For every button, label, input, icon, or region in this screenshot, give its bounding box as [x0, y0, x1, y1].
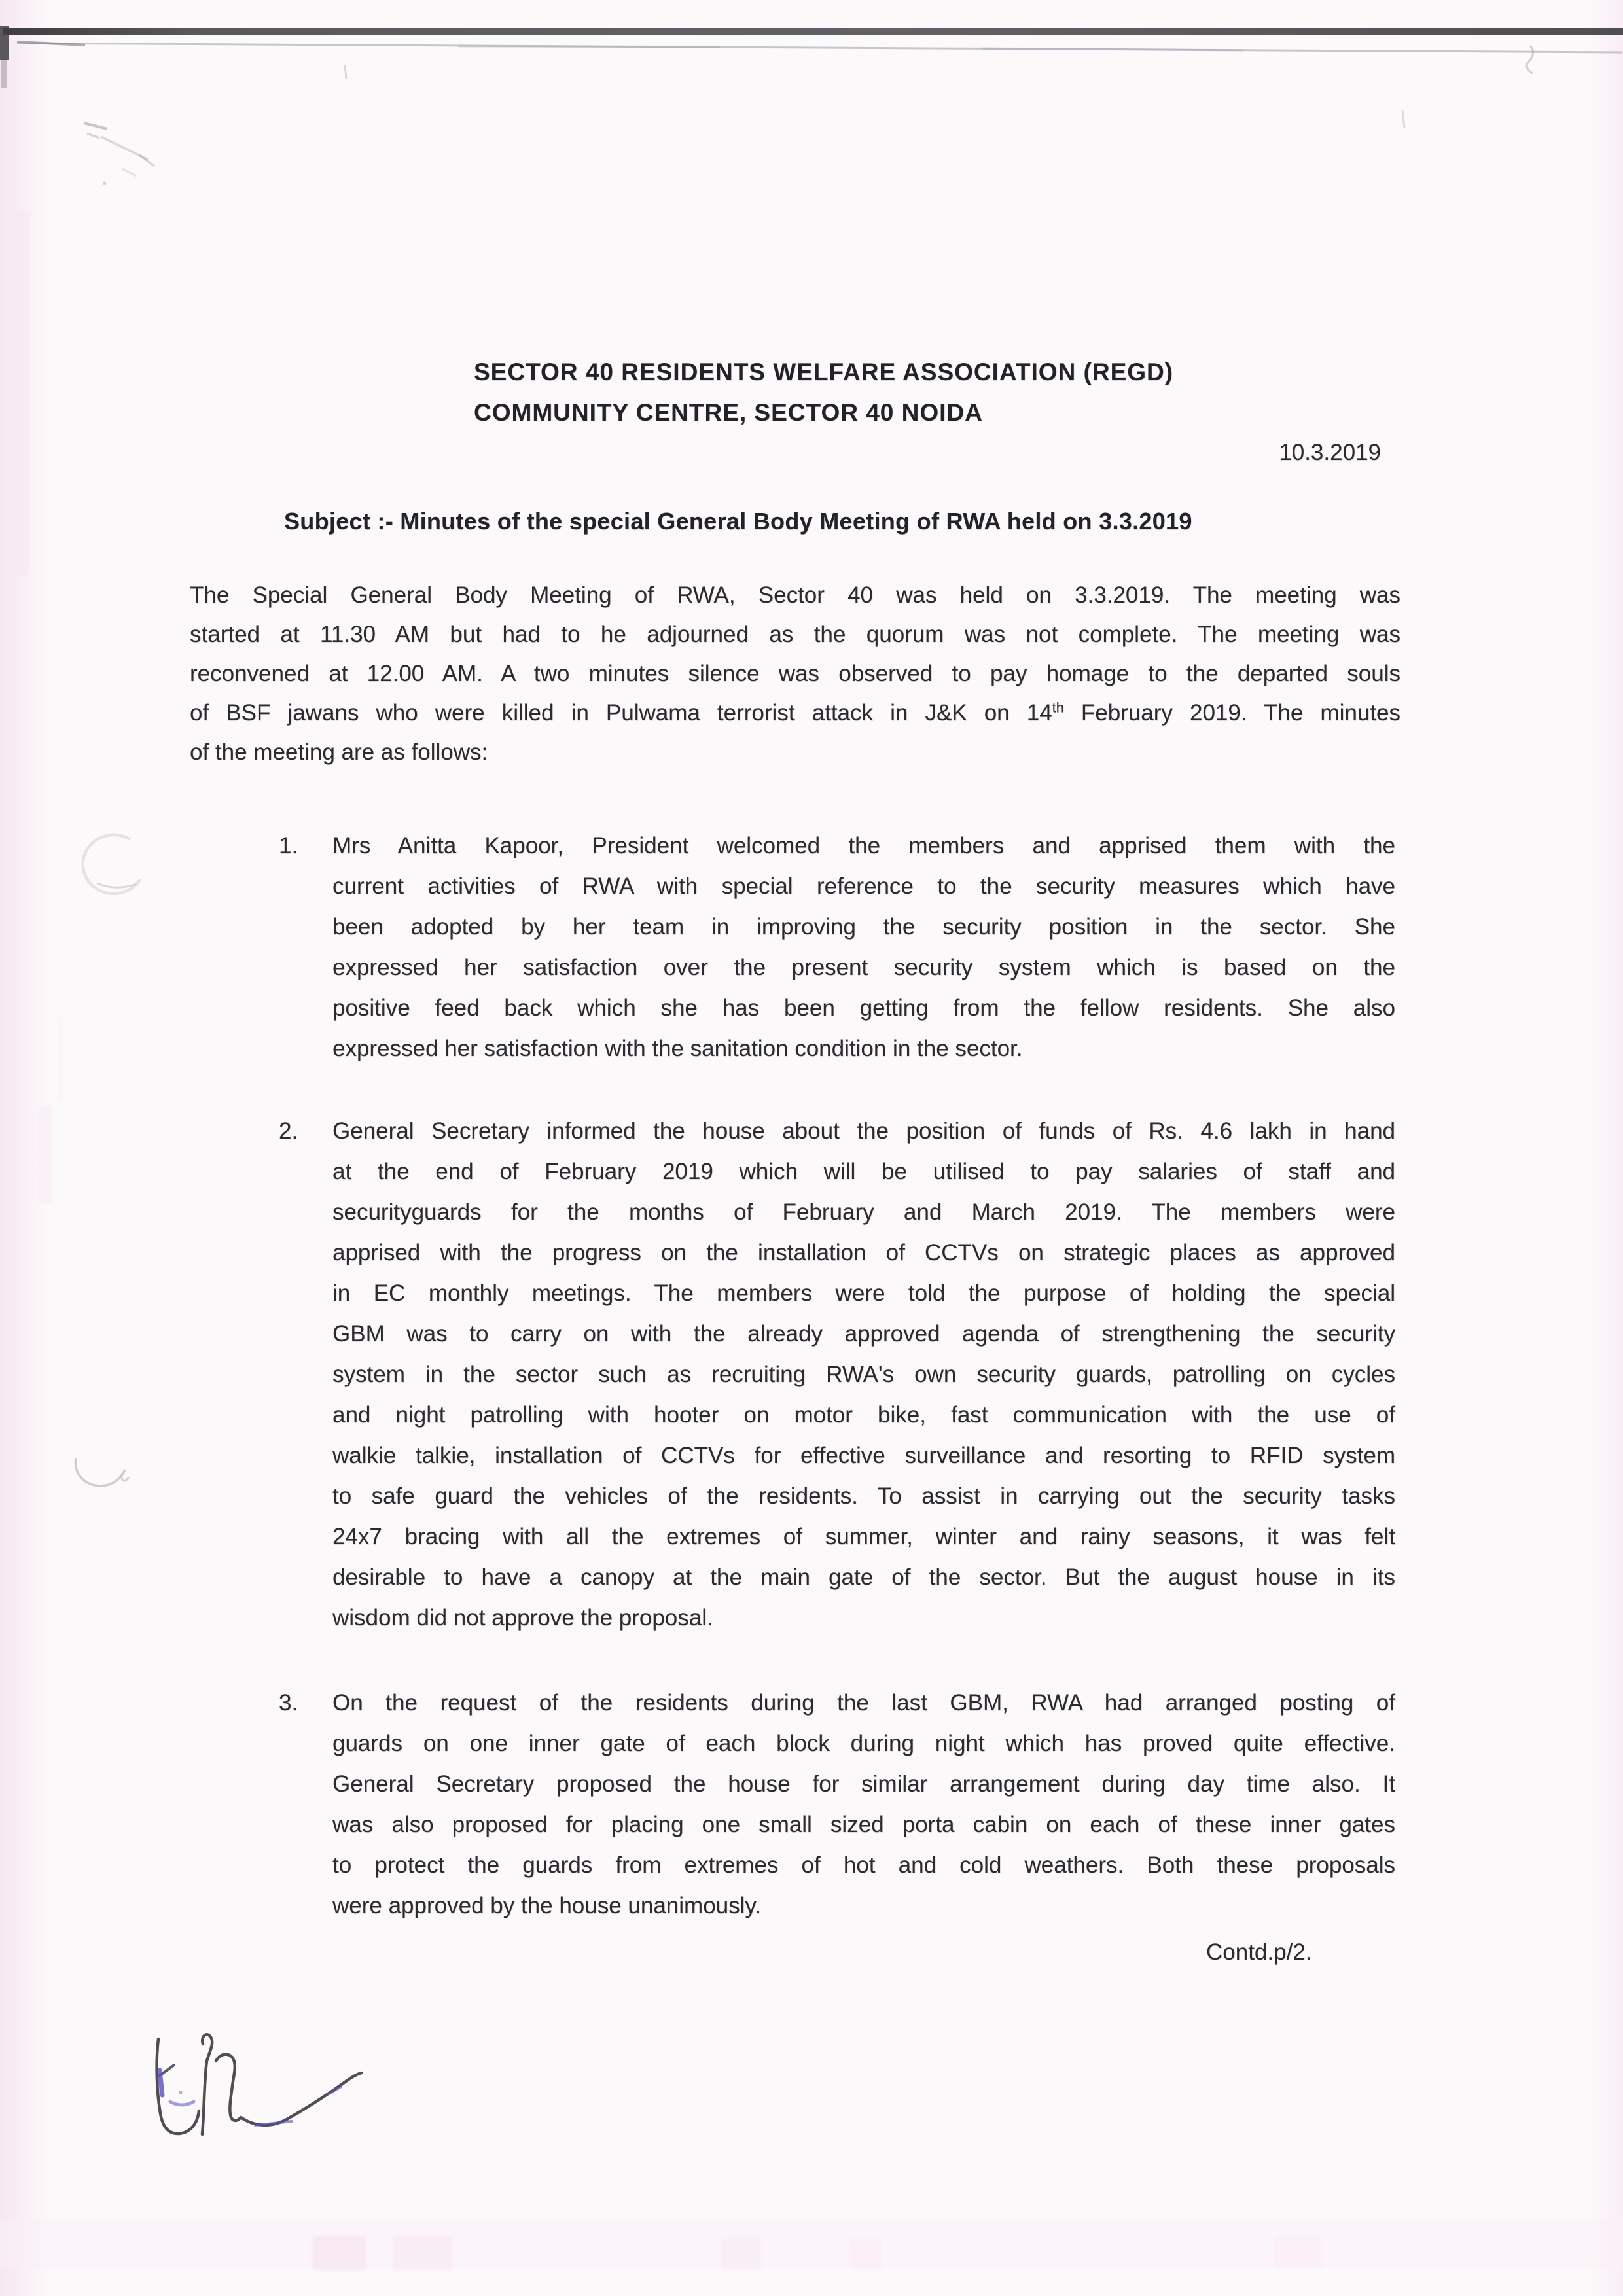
continuation-note: Contd.p/2.	[1206, 1939, 1312, 1965]
scan-tint-right	[1589, 0, 1623, 2296]
text-line: positive feed back which she has been getting from the fellow residents. She also	[332, 995, 1395, 1021]
pencil-mark	[122, 169, 136, 176]
scan-tick	[1402, 110, 1404, 128]
scan-thin-line	[17, 43, 1622, 52]
scan-squiggle	[1527, 46, 1533, 73]
text-line: to safe guard the vehicles of the residents. To assist in carrying out the security tasks	[332, 1483, 1395, 1509]
faint-u-mark-loop	[122, 1474, 129, 1481]
intro-paragraph	[190, 576, 1400, 772]
scan-smudge	[313, 2236, 366, 2270]
faint-circle-bottom	[97, 883, 136, 887]
signature-stroke-loop	[202, 2034, 212, 2134]
pencil-mark	[87, 133, 99, 138]
text-line: to protect the guards from extremes of hot and cold weathers. Both these proposals	[332, 1852, 1395, 1878]
text-line: at the end of February 2019 which will be utilised to pay salaries of staff and	[332, 1159, 1395, 1184]
text-line: and night patrolling with hooter on motor bike, fast communication with the use of	[332, 1402, 1395, 1428]
scan-smudge	[58, 1017, 64, 1103]
item-text	[332, 1683, 1395, 1926]
scan-smudge	[1275, 2236, 1322, 2269]
text-line: in EC monthly meetings. The members were told the purpose of holding the special	[332, 1280, 1395, 1306]
scan-smudge	[393, 2234, 453, 2271]
text-line: current activities of RWA with special reference to the security measures which have	[332, 874, 1395, 899]
document-date: 10.3.2019	[1279, 440, 1381, 465]
text-line: GBM was to carry on with the already approved agenda of strengthening the security	[332, 1321, 1395, 1347]
text-line: wisdom did not approve the proposal.	[332, 1605, 713, 1631]
scan-edge-corner	[0, 26, 9, 60]
scan-tick	[345, 65, 346, 79]
signature	[131, 2015, 432, 2185]
text-line: General Secretary informed the house about the position of funds of Rs. 4.6 lakh in hand	[332, 1118, 1395, 1144]
text-line: reconvened at 12.00 AM. A two minutes silence was observed to pay homage to the departed souls	[190, 661, 1400, 686]
org-name: SECTOR 40 RESIDENTS WELFARE ASSOCIATION (REGD)	[474, 359, 1174, 385]
item-number: 1.	[279, 833, 298, 858]
faint-circle-mark	[83, 835, 140, 894]
pencil-mark	[84, 123, 107, 129]
scan-color-fringe-purple	[982, 48, 1243, 50]
signature-blue-segment	[255, 2121, 292, 2125]
scan-smudge	[39, 1106, 54, 1204]
pencil-mark	[101, 137, 148, 160]
text-line: The Special General Body Meeting of RWA, Sector 40 was held on 3.3.2019. The meeting was	[190, 582, 1400, 608]
org-address: COMMUNITY CENTRE, SECTOR 40 NOIDA	[474, 399, 983, 426]
faint-u-mark	[75, 1458, 125, 1486]
text-line: On the request of the residents during the last GBM, RWA had arranged posting of	[332, 1690, 1395, 1716]
scan-edge-corner-fade	[1, 60, 7, 88]
text-line: system in the sector such as recruiting RWA's own security guards, patrolling on cycles	[332, 1362, 1395, 1387]
item-number: 3.	[279, 1690, 298, 1716]
pencil-dot	[103, 182, 107, 185]
text-line: 24x7 bracing with all the extremes of summer, winter and rainy seasons, it was felt	[332, 1524, 1395, 1549]
text-line: of BSF jawans who were killed in Pulwama terrorist attack in J&K on 14th February 2019. The minutes	[190, 699, 1400, 726]
scan-edge-bar	[3, 28, 1623, 35]
minutes-item-3	[279, 1683, 1395, 1926]
text-line: expressed her satisfaction with the sanitation condition in the sector.	[332, 1036, 1023, 1061]
signature-stroke-tick	[160, 2065, 174, 2075]
scan-smudge	[849, 2239, 881, 2270]
text-line: was also proposed for placing one small sized porta cabin on each of these inner gates	[332, 1812, 1395, 1837]
text-line: been adopted by her team in improving the security position in the sector. She	[332, 914, 1395, 940]
text-line: Mrs Anitta Kapoor, President welcomed the members and apprised them with the	[332, 833, 1395, 858]
signature-dot	[179, 2091, 182, 2094]
minutes-item-2	[279, 1111, 1395, 1638]
text-line: apprised with the progress on the installation of CCTVs on strategic places as approved	[332, 1240, 1395, 1265]
document-header	[474, 352, 1173, 433]
item-text	[332, 1111, 1395, 1638]
item-number: 2.	[279, 1118, 298, 1144]
subject-line: Subject :- Minutes of the special General Body Meeting of RWA held on 3.3.2019	[284, 508, 1192, 535]
text-line: started at 11.30 AM but had to he adjourned as the quorum was not complete. The meeting was	[190, 622, 1400, 647]
minutes-item-1	[279, 826, 1395, 1069]
scan-smudge	[13, 209, 30, 576]
signature-blue-segment	[170, 2102, 194, 2105]
signature-blue-segment	[329, 2087, 340, 2094]
text-line: securityguards for the months of February and March 2019. The members were	[332, 1199, 1395, 1225]
text-line: walkie talkie, installation of CCTVs for effective surveillance and resorting to RFID system	[332, 1443, 1395, 1468]
text-line: of the meeting are as follows:	[190, 739, 488, 765]
pencil-mark	[139, 155, 154, 166]
signature-stroke-k	[157, 2039, 199, 2134]
signature-blue-segment	[160, 2070, 162, 2095]
text-line: General Secretary proposed the house for similar arrangement during day time also. It	[332, 1771, 1395, 1797]
item-text	[332, 826, 1395, 1069]
scan-smudge	[721, 2238, 762, 2270]
text-line: expressed her satisfaction over the present security system which is based on the	[332, 955, 1395, 980]
text-line: guards on one inner gate of each block during night which has proved quite effective.	[332, 1731, 1395, 1756]
text-line: were approved by the house unanimously.	[332, 1893, 762, 1918]
signature-stroke-tail	[216, 2055, 361, 2125]
scan-color-fringe-green	[458, 46, 720, 47]
text-line: desirable to have a canopy at the main gate of the sector. But the august house in its	[332, 1564, 1395, 1590]
scan-tint-bottom	[0, 2219, 1623, 2268]
